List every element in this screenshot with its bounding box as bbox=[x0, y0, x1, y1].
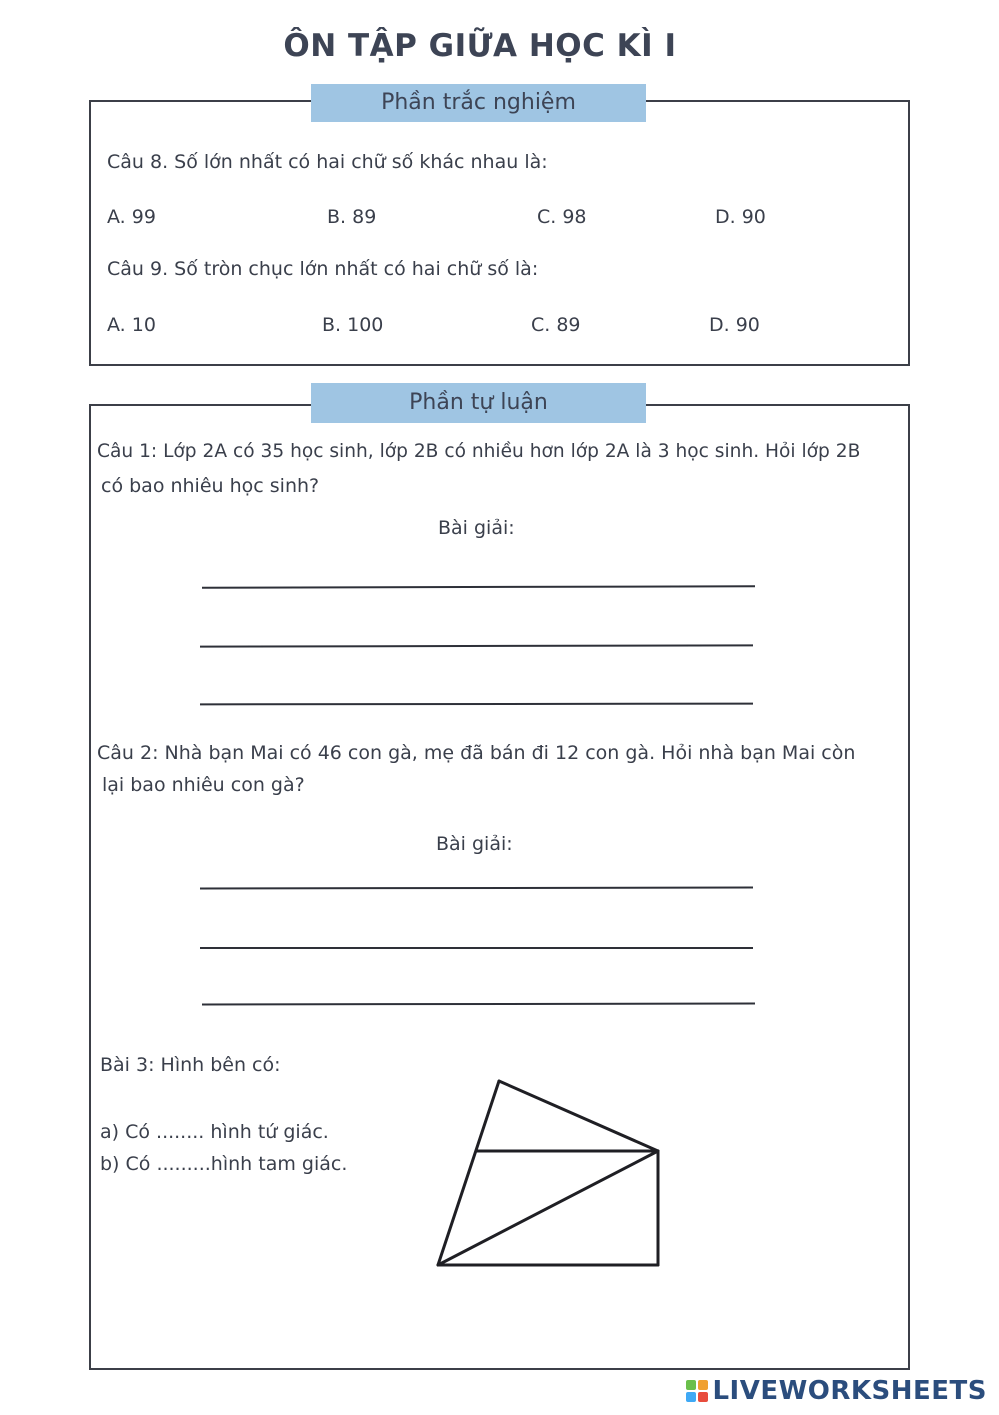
page-title: ÔN TẬP GIỮA HỌC KÌ I bbox=[283, 28, 677, 64]
multiple-choice-tab: Phần trắc nghiệm bbox=[311, 84, 646, 122]
geometry-figure bbox=[420, 1070, 680, 1280]
question-2-line-2: lại bao nhiêu con gà? bbox=[102, 774, 305, 796]
question-8-option-c[interactable]: C. 98 bbox=[537, 206, 587, 228]
question-9-option-a[interactable]: A. 10 bbox=[107, 314, 156, 336]
question-8-option-d[interactable]: D. 90 bbox=[715, 206, 766, 228]
question-8-option-b[interactable]: B. 89 bbox=[327, 206, 377, 228]
question-1-line-1: Câu 1: Lớp 2A có 35 học sinh, lớp 2B có nhiều hơn lớp 2A là 3 học sinh. Hỏi lớp 2B bbox=[97, 441, 861, 462]
question-9-option-c[interactable]: C. 89 bbox=[531, 314, 581, 336]
essay-tab: Phần tự luận bbox=[311, 383, 646, 423]
question-1-line-2: có bao nhiêu học sinh? bbox=[101, 475, 320, 497]
liveworksheets-icon bbox=[686, 1380, 708, 1402]
question-9-text: Câu 9. Số tròn chục lớn nhất có hai chữ số là: bbox=[107, 258, 539, 280]
question-1-solution-heading: Bài giải: bbox=[438, 517, 515, 539]
question-9-option-b[interactable]: B. 100 bbox=[322, 314, 384, 336]
question-3-part-a: a) Có ........ hình tứ giác. bbox=[100, 1121, 329, 1143]
question-8-option-a[interactable]: A. 99 bbox=[107, 206, 156, 228]
question-2-line-1: Câu 2: Nhà bạn Mai có 46 con gà, mẹ đã bán đi 12 con gà. Hỏi nhà bạn Mai còn bbox=[97, 742, 856, 764]
question-8-text: Câu 8. Số lớn nhất có hai chữ số khác nhau là: bbox=[107, 151, 548, 173]
multiple-choice-box bbox=[89, 100, 910, 366]
question-9-option-d[interactable]: D. 90 bbox=[709, 314, 760, 336]
question-3-part-b: b) Có .........hình tam giác. bbox=[100, 1153, 348, 1175]
question-3-heading: Bài 3: Hình bên có: bbox=[100, 1054, 281, 1076]
liveworksheets-logo bbox=[686, 1376, 987, 1406]
figure-edge bbox=[499, 1081, 658, 1151]
answer-line[interactable] bbox=[200, 947, 753, 949]
liveworksheets-wordmark: LIVEWORKSHEETS bbox=[712, 1376, 987, 1406]
question-2-solution-heading: Bài giải: bbox=[436, 833, 513, 855]
